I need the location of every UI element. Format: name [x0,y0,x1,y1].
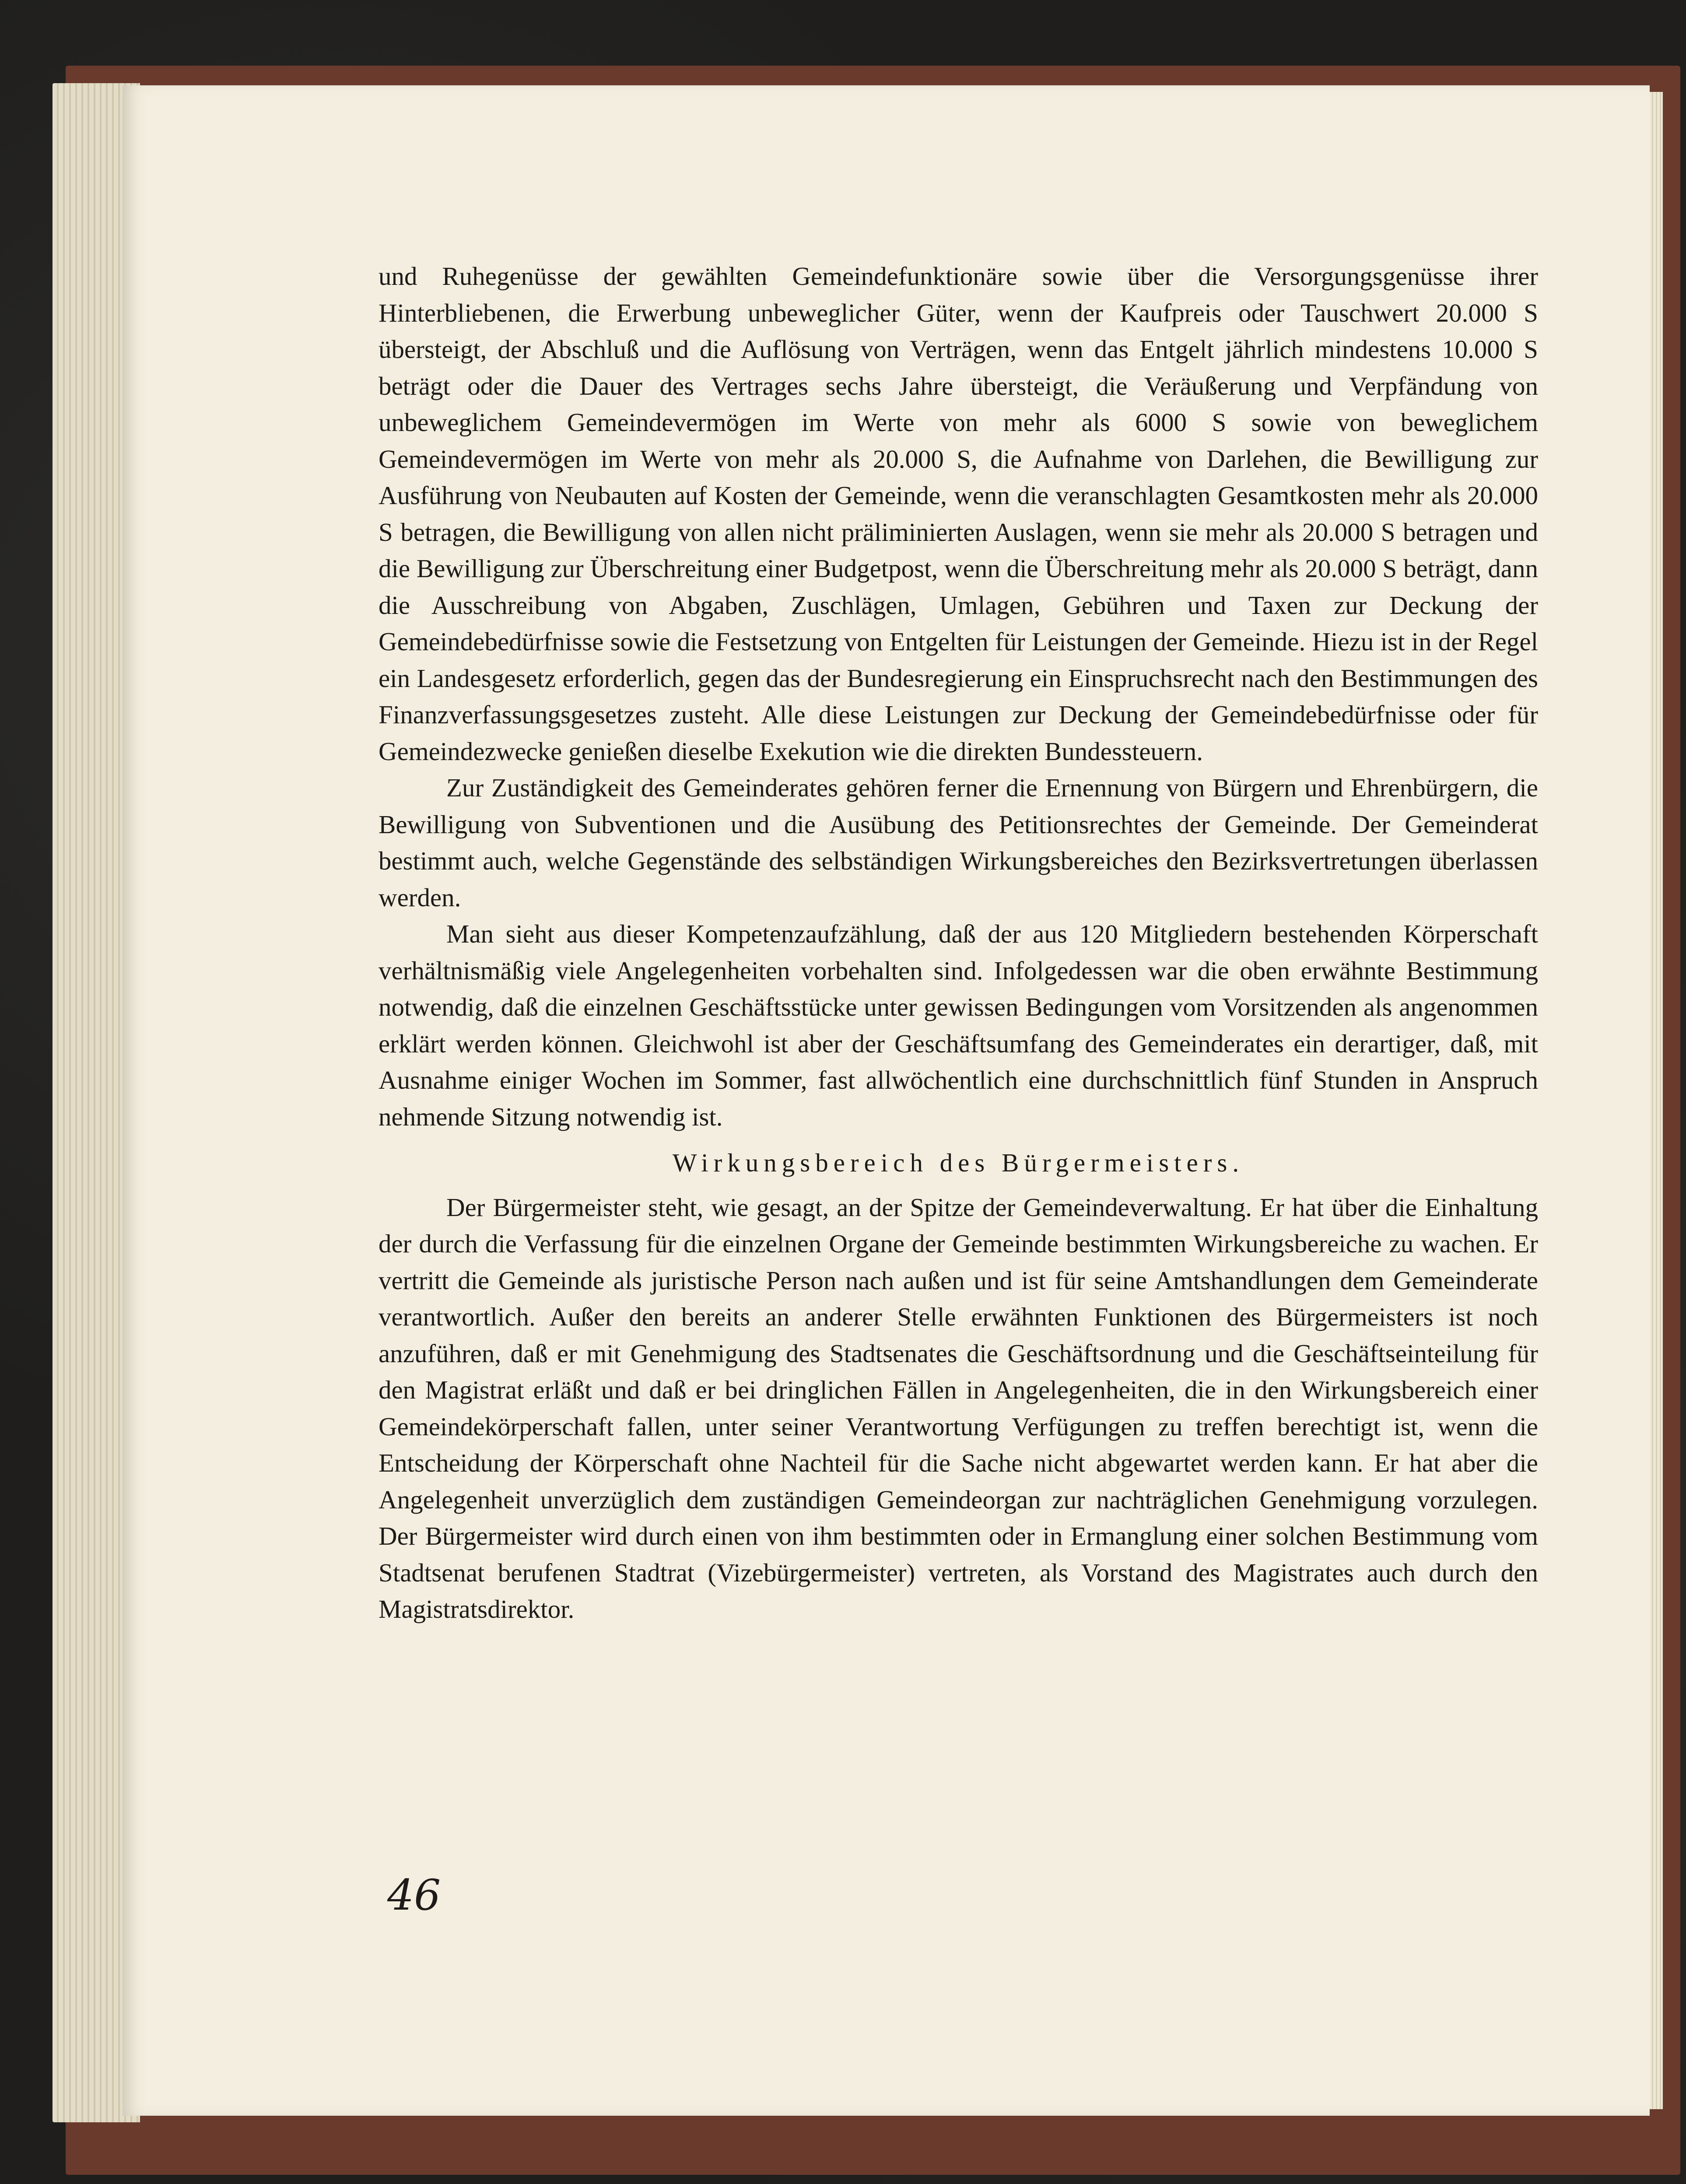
paragraph-competences: Zur Zuständigkeit des Gemeinderates gehören ferner die Ernennung von Bürgern und Ehrenbürgern, die Bewilligung von Subventionen und die Ausübung des Petitionsrechtes der Gemeinde. Der Gemeinderat bestimmt auch, welche Gegenstände des selbständigen Wirkungsbereiches den Bezirksvertretungen überlassen werden. [379,773,1538,912]
paragraph-continuation: und Ruhegenüsse der gewählten Gemeindefunktionäre sowie über die Versorgungsgenüsse ihrer Hinterbliebenen, die Erwerbung unbeweglicher Güter, wenn der Kaufpreis oder Tauschwert 20.000 S übersteigt, der Abschluß und die Auflösung von Verträgen, wenn das Entgelt jährlich mindestens 10.000 S beträgt oder die Dauer des Vertrages sechs Jahre übersteigt, die Veräußerung und Verpfändung von unbeweglichem Gemeindevermögen im Werte von mehr als 6000 S sowie von beweglichem Gemeindevermögen im Werte von mehr als 20.000 S, die Aufnahme von Darlehen, die Bewilligung zur Ausführung von Neubauten auf Kosten der Gemeinde, wenn die veranschlagten Gesamtkosten mehr als 20.000 S betragen, die Bewilligung von allen nicht präliminierten Auslagen, wenn sie mehr als 20.000 S betragen und die Bewilligung zur Überschreitung einer Budgetpost, wenn die Überschreitung mehr als 20.000 S beträgt, dann die Ausschreibung von Abgaben, Zuschlägen, Umlagen, Gebühren und Taxen zur Deckung der Gemeindebedürfnisse sowie die Festsetzung von Entgelten für Leistungen der Gemeinde. Hiezu ist in der Regel ein Landesgesetz erforderlich, gegen das der Bundesregierung ein Einspruchsrecht nach den Bestimmungen des Finanzverfassungsgesetzes zusteht. Alle diese Leistungen zur Deckung der Gemeindebedürfnisse oder für Gemeindezwecke genießen dieselbe Exekution wie die direkten Bundessteuern. [379,262,1538,766]
page-text [379,258,1538,1628]
section-heading: Wirkungsbereich des Bürgermeisters. [672,1148,1244,1177]
page-number: 46 [387,1871,441,1920]
paragraph-mayor: Der Bürgermeister steht, wie gesagt, an der Spitze der Gemeindeverwaltung. Er hat über die Einhaltung der durch die Verfassung für die einzelnen Organe der Gemeinde bestimmten Wirkungsbereiche zu wachen. Er vertritt die Gemeinde als juristische Person nach außen und ist für seine Amtshandlungen dem Gemeinderate verantwortlich. Außer den bereits an anderer Stelle erwähnten Funktionen des Bürgermeisters ist noch anzuführen, daß er mit Genehmigung des Stadtsenates die Geschäftsordnung und die Geschäftseinteilung für den Magistrat erläßt und daß er bei dringlichen Fällen in Angelegenheiten, die in den Wirkungsbereich einer Gemeindekörperschaft fallen, unter seiner Verantwortung Verfügungen zu treffen berechtigt ist, wenn die Entscheidung der Körperschaft ohne Nachteil für die Sache nicht abgewartet werden kann. Er hat aber die Angelegenheit unverzüglich dem zuständigen Gemeindeorgan zur nachträglichen Genehmigung vorzulegen. Der Bürgermeister wird durch einen von ihm bestimmten oder in Ermanglung einer solchen Bestimmung vom Stadtsenat berufenen Stadtrat (Vizebürgermeister) vertreten, als Vorstand des Magistrates auch durch den Magistratsdirektor. [379,1192,1538,1623]
paragraph-workload: Man sieht aus dieser Kompetenzaufzählung, daß der aus 120 Mitgliedern bestehenden Körperschaft verhältnismäßig viele Angelegenheiten vorbehalten sind. Infolgedessen war die oben erwähnte Bestimmung notwendig, daß die einzelnen Geschäftsstücke unter gewissen Bedingungen vom Vorsitzenden als angenommen erklärt werden können. Gleichwohl ist aber der Geschäftsumfang des Gemeinderates ein derartiger, daß, mit Ausnahme einiger Wochen im Sommer, fast allwöchentlich eine durchschnittlich fünf Stunden in Anspruch nehmende Sitzung notwendig ist. [379,919,1538,1131]
